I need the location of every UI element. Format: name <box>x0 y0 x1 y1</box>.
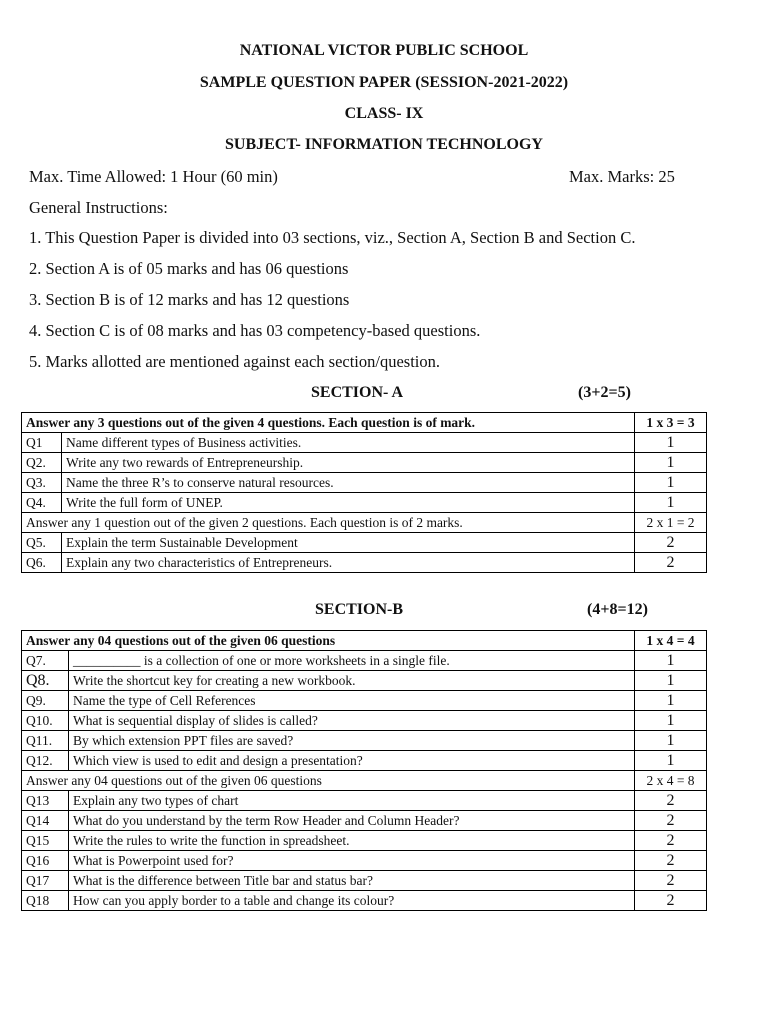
table-row <box>22 791 707 811</box>
table-row <box>22 473 707 493</box>
table-row <box>22 453 707 473</box>
instruction-item: 1. This Question Paper is divided into 03 sections, viz., Section A, Section B and Section C. <box>29 228 636 247</box>
question-number: Q7. <box>22 651 69 671</box>
question-text: Explain the term Sustainable Development <box>62 533 635 553</box>
instruction-item: 3. Section B is of 12 marks and has 12 questions <box>29 290 350 309</box>
table-row <box>22 711 707 731</box>
question-text: Write any two rewards of Entrepreneurship. <box>62 453 635 473</box>
question-text: Explain any two types of chart <box>69 791 635 811</box>
question-number: Q8. <box>22 671 69 691</box>
instruction-item: 2. Section A is of 05 marks and has 06 questions <box>29 259 349 278</box>
question-number: Q17 <box>22 871 69 891</box>
question-text: What is the difference between Title bar and status bar? <box>69 871 635 891</box>
question-marks: 2 <box>635 851 707 871</box>
question-marks: 1 <box>635 493 707 513</box>
part-marks: 2 x 4 = 8 <box>635 771 707 791</box>
question-marks: 1 <box>635 453 707 473</box>
table-row <box>22 891 707 911</box>
question-number: Q1 <box>22 433 62 453</box>
part-marks: 1 x 3 = 3 <box>635 413 707 433</box>
table-row <box>22 671 707 691</box>
question-text: Name the type of Cell References <box>69 691 635 711</box>
instruction-item: 4. Section C is of 08 marks and has 03 competency-based questions. <box>29 321 481 340</box>
table-row <box>22 513 707 533</box>
question-number: Q12. <box>22 751 69 771</box>
question-number: Q6. <box>22 553 62 573</box>
part-instruction: Answer any 1 question out of the given 2 questions. Each question is of 2 marks. <box>22 513 635 533</box>
question-number: Q2. <box>22 453 62 473</box>
question-text: Write the shortcut key for creating a new workbook. <box>69 671 635 691</box>
table-row <box>22 413 707 433</box>
question-text: By which extension PPT files are saved? <box>69 731 635 751</box>
question-text: What do you understand by the term Row Header and Column Header? <box>69 811 635 831</box>
question-marks: 1 <box>635 731 707 751</box>
question-marks: 2 <box>635 791 707 811</box>
paper-title: SAMPLE QUESTION PAPER (SESSION-2021-2022) <box>199 74 569 91</box>
table-row <box>22 631 707 651</box>
section-b-table <box>21 630 707 911</box>
question-text: Write the rules to write the function in spreadsheet. <box>69 831 635 851</box>
instruction-item: 5. Marks allotted are mentioned against each section/question. <box>29 352 441 371</box>
part-marks: 1 x 4 = 4 <box>635 631 707 651</box>
school-name: NATIONAL VICTOR PUBLIC SCHOOL <box>239 42 529 59</box>
table-row <box>22 831 707 851</box>
table-row <box>22 533 707 553</box>
question-number: Q11. <box>22 731 69 751</box>
question-number: Q9. <box>22 691 69 711</box>
question-text: How can you apply border to a table and change its colour? <box>69 891 635 911</box>
question-text: Which view is used to edit and design a presentation? <box>69 751 635 771</box>
instructions-title: General Instructions: <box>29 198 168 217</box>
table-row <box>22 433 707 453</box>
table-row <box>22 493 707 513</box>
question-marks: 2 <box>635 831 707 851</box>
question-number: Q18 <box>22 891 69 911</box>
question-text: What is Powerpoint used for? <box>69 851 635 871</box>
question-number: Q15 <box>22 831 69 851</box>
question-marks: 1 <box>635 671 707 691</box>
question-number: Q16 <box>22 851 69 871</box>
max-marks: Max. Marks: 25 <box>569 167 675 186</box>
question-number: Q10. <box>22 711 69 731</box>
class-label: CLASS- IX <box>344 105 424 122</box>
section-a-title: SECTION- A <box>311 384 404 401</box>
question-marks: 2 <box>635 553 707 573</box>
question-marks: 2 <box>635 811 707 831</box>
max-time: Max. Time Allowed: 1 Hour (60 min) <box>29 167 278 186</box>
question-marks: 1 <box>635 711 707 731</box>
part-instruction: Answer any 04 questions out of the given 06 questions <box>22 631 635 651</box>
question-text: Write the full form of UNEP. <box>62 493 635 513</box>
table-row <box>22 651 707 671</box>
table-row <box>22 553 707 573</box>
question-marks: 1 <box>635 473 707 493</box>
section-a-total: (3+2=5) <box>578 384 631 401</box>
section-b-total: (4+8=12) <box>587 601 648 618</box>
table-row <box>22 691 707 711</box>
question-text: Name the three R’s to conserve natural resources. <box>62 473 635 493</box>
table-row <box>22 771 707 791</box>
table-row <box>22 811 707 831</box>
part-marks: 2 x 1 = 2 <box>635 513 707 533</box>
table-row <box>22 751 707 771</box>
table-row <box>22 871 707 891</box>
question-text: What is sequential display of slides is called? <box>69 711 635 731</box>
question-marks: 2 <box>635 533 707 553</box>
question-marks: 1 <box>635 651 707 671</box>
question-marks: 1 <box>635 433 707 453</box>
section-b-title: SECTION-B <box>315 601 404 618</box>
question-marks: 2 <box>635 871 707 891</box>
question-number: Q13 <box>22 791 69 811</box>
question-text: Name different types of Business activities. <box>62 433 635 453</box>
question-number: Q14 <box>22 811 69 831</box>
part-instruction: Answer any 04 questions out of the given 06 questions <box>22 771 635 791</box>
question-text: Explain any two characteristics of Entrepreneurs. <box>62 553 635 573</box>
question-number: Q3. <box>22 473 62 493</box>
subject-label: SUBJECT- INFORMATION TECHNOLOGY <box>225 136 543 153</box>
question-number: Q4. <box>22 493 62 513</box>
question-number: Q5. <box>22 533 62 553</box>
question-marks: 1 <box>635 751 707 771</box>
section-a-table <box>21 412 707 573</box>
table-row <box>22 731 707 751</box>
question-text: __________ is a collection of one or more worksheets in a single file. <box>69 651 635 671</box>
question-marks: 1 <box>635 691 707 711</box>
part-instruction: Answer any 3 questions out of the given 4 questions. Each question is of mark. <box>22 413 635 433</box>
table-row <box>22 851 707 871</box>
question-marks: 2 <box>635 891 707 911</box>
